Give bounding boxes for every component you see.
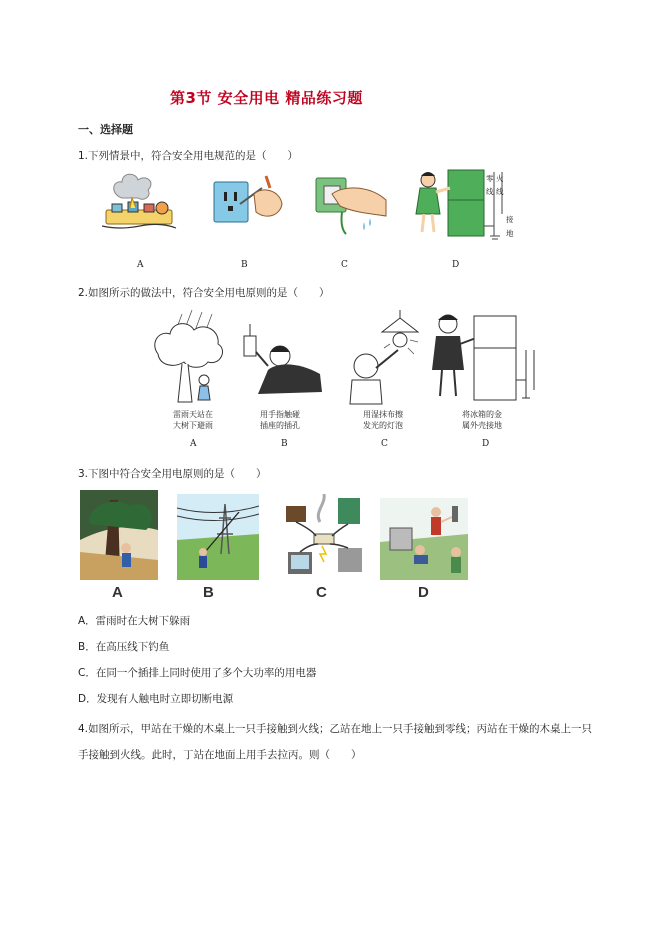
q2-figure-d — [428, 310, 546, 406]
q2-caption-a-line1: 雷雨天站在 — [173, 410, 213, 419]
q2-figure-a — [148, 308, 230, 408]
q2-option-d-label: D — [482, 439, 490, 449]
question-4-text: 4.如图所示，甲站在干燥的木桌上一只手接触到火线；乙站在地上一只手接触到零线；丙站在干燥的木桌上一只手接触到火线。此时，丁站在地面上用手去拉丙。则（ ） — [78, 723, 593, 761]
q1-figure-b — [210, 168, 285, 234]
q1-label-jie: 接 — [506, 215, 514, 224]
q1-option-d-label: D — [452, 260, 460, 270]
question-2-text: 2.如图所示的做法中，符合安全用电原则的是（ ） — [78, 287, 330, 299]
q2-caption-c-line2: 发光的灯泡 — [363, 421, 403, 430]
q2-caption-d-line1: 将冰箱的金 — [462, 410, 502, 419]
q2-caption-b-line1: 用手指触碰 — [260, 410, 300, 419]
q2-caption-d-line2: 属外壳接地 — [462, 421, 502, 430]
q3-option-d: D．发现有人触电时立即切断电源 — [78, 693, 234, 705]
q1-label-line-2: 线 — [496, 187, 504, 196]
q1-option-a-label: A — [137, 260, 144, 270]
q1-label-zero: 零 — [486, 174, 494, 183]
q2-caption-a-line2: 大树下避雨 — [173, 421, 213, 430]
q3-picture-b-label: B — [203, 584, 214, 601]
q2-caption-b — [245, 409, 315, 431]
q3-option-b: B．在高压线下钓鱼 — [78, 641, 170, 653]
q1-option-b-label: B — [241, 260, 248, 270]
page-title: 第3节 安全用电 精品练习题 — [170, 89, 363, 107]
q2-option-b-label: B — [281, 439, 288, 449]
q2-caption-b-line2: 插座的插孔 — [260, 421, 300, 430]
q1-label-fire: 火 — [496, 174, 504, 183]
q1-figure-a — [100, 168, 178, 234]
q3-picture-c-label: C — [316, 584, 327, 601]
q2-figure-b — [238, 322, 328, 402]
q1-label-line-1: 线 — [486, 187, 494, 196]
q2-option-a-label: A — [190, 439, 197, 449]
q2-caption-a — [158, 409, 228, 431]
q3-picture-c — [282, 494, 368, 580]
q2-option-c-label: C — [381, 439, 388, 449]
q3-picture-d — [380, 498, 468, 580]
q1-figure-c — [312, 172, 390, 236]
question-1-text: 1.下列情景中，符合安全用电规范的是（ ） — [78, 150, 299, 162]
q1-label-di: 地 — [506, 229, 514, 238]
q3-picture-a-label: A — [112, 584, 123, 601]
question-3-text: 3.下图中符合安全用电原则的是（ ） — [78, 468, 267, 480]
q2-caption-d — [447, 409, 517, 431]
q2-caption-c — [348, 409, 418, 431]
q2-figure-c — [338, 310, 428, 406]
section-heading: 一、选择题 — [78, 123, 133, 136]
q2-caption-c-line1: 用湿抹布擦 — [363, 410, 403, 419]
q3-option-a: A．雷雨时在大树下躲雨 — [78, 615, 191, 627]
q3-picture-b — [177, 494, 259, 580]
q3-picture-d-label: D — [418, 584, 429, 601]
q1-option-c-label: C — [341, 260, 348, 270]
q3-option-c: C．在同一个插排上同时使用了多个大功率的用电器 — [78, 667, 317, 679]
q3-picture-a — [80, 490, 158, 580]
